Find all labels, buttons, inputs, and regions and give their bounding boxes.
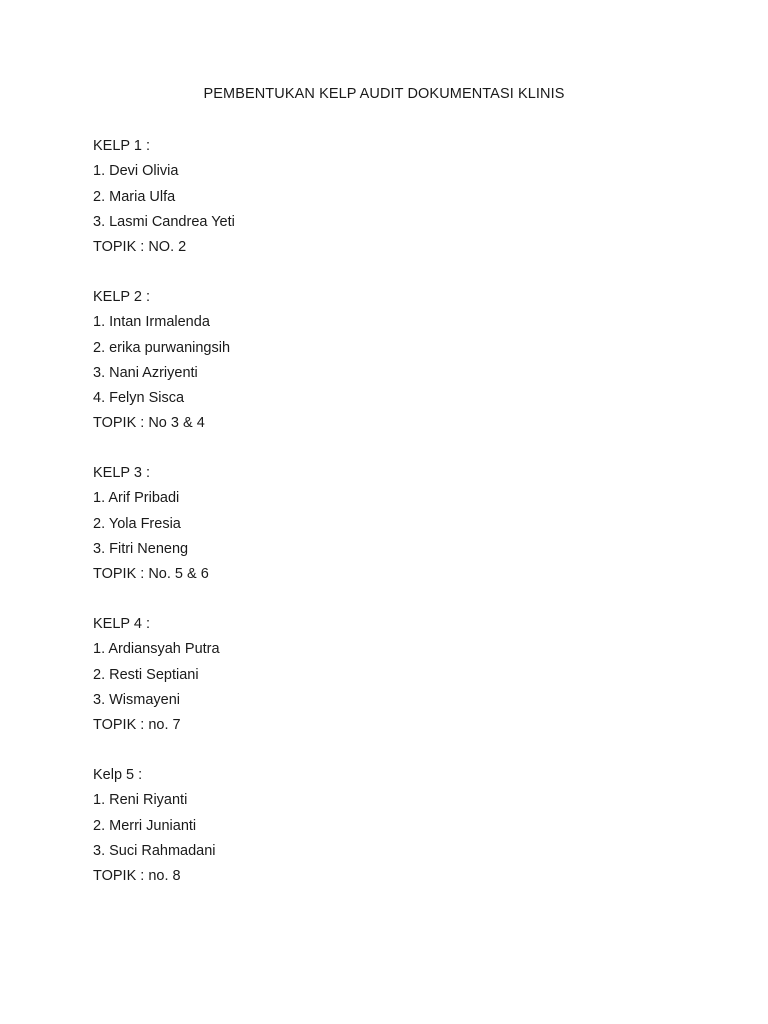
group-heading: Kelp 5 : xyxy=(93,767,143,783)
member-item: 1. Arif Pribadi xyxy=(93,490,180,507)
group-3 xyxy=(93,461,693,587)
member-item: 2. Maria Ulfa xyxy=(93,188,176,205)
group-heading: KELP 3 : xyxy=(93,465,150,481)
group-4 xyxy=(93,612,693,738)
group-heading: KELP 4 : xyxy=(93,616,150,632)
document-title: PEMBENTUKAN KELP AUDIT DOKUMENTASI KLINIS xyxy=(203,86,565,102)
member-item: 1. Reni Riyanti xyxy=(93,792,188,809)
member-item: 1. Intan Irmalenda xyxy=(93,314,210,331)
member-item: 1. Ardiansyah Putra xyxy=(93,641,220,658)
member-item: 2. erika purwaningsih xyxy=(93,339,231,356)
group-heading: KELP 2 : xyxy=(93,289,150,305)
member-item: 3. Suci Rahmadani xyxy=(93,842,216,859)
group-heading: KELP 1 : xyxy=(93,138,150,154)
member-item: 4. Felyn Sisca xyxy=(93,390,185,407)
member-item: 3. Wismayeni xyxy=(93,691,181,708)
member-item: 2. Merri Junianti xyxy=(93,817,197,834)
group-1 xyxy=(93,134,693,260)
member-item: 3. Fitri Neneng xyxy=(93,540,189,557)
group-topic: TOPIK : NO. 2 xyxy=(93,239,187,256)
member-item: 2. Yola Fresia xyxy=(93,515,181,532)
group-topic: TOPIK : No. 5 & 6 xyxy=(93,566,209,583)
member-item: 3. Nani Azriyenti xyxy=(93,364,198,381)
group-topic: TOPIK : no. 8 xyxy=(93,868,181,885)
member-item: 2. Resti Septiani xyxy=(93,666,199,683)
member-item: 3. Lasmi Candrea Yeti xyxy=(93,213,235,230)
group-5 xyxy=(93,763,693,889)
group-2 xyxy=(93,285,693,437)
group-topic: TOPIK : no. 7 xyxy=(93,717,181,734)
group-topic: TOPIK : No 3 & 4 xyxy=(93,415,205,432)
member-item: 1. Devi Olivia xyxy=(93,163,179,180)
